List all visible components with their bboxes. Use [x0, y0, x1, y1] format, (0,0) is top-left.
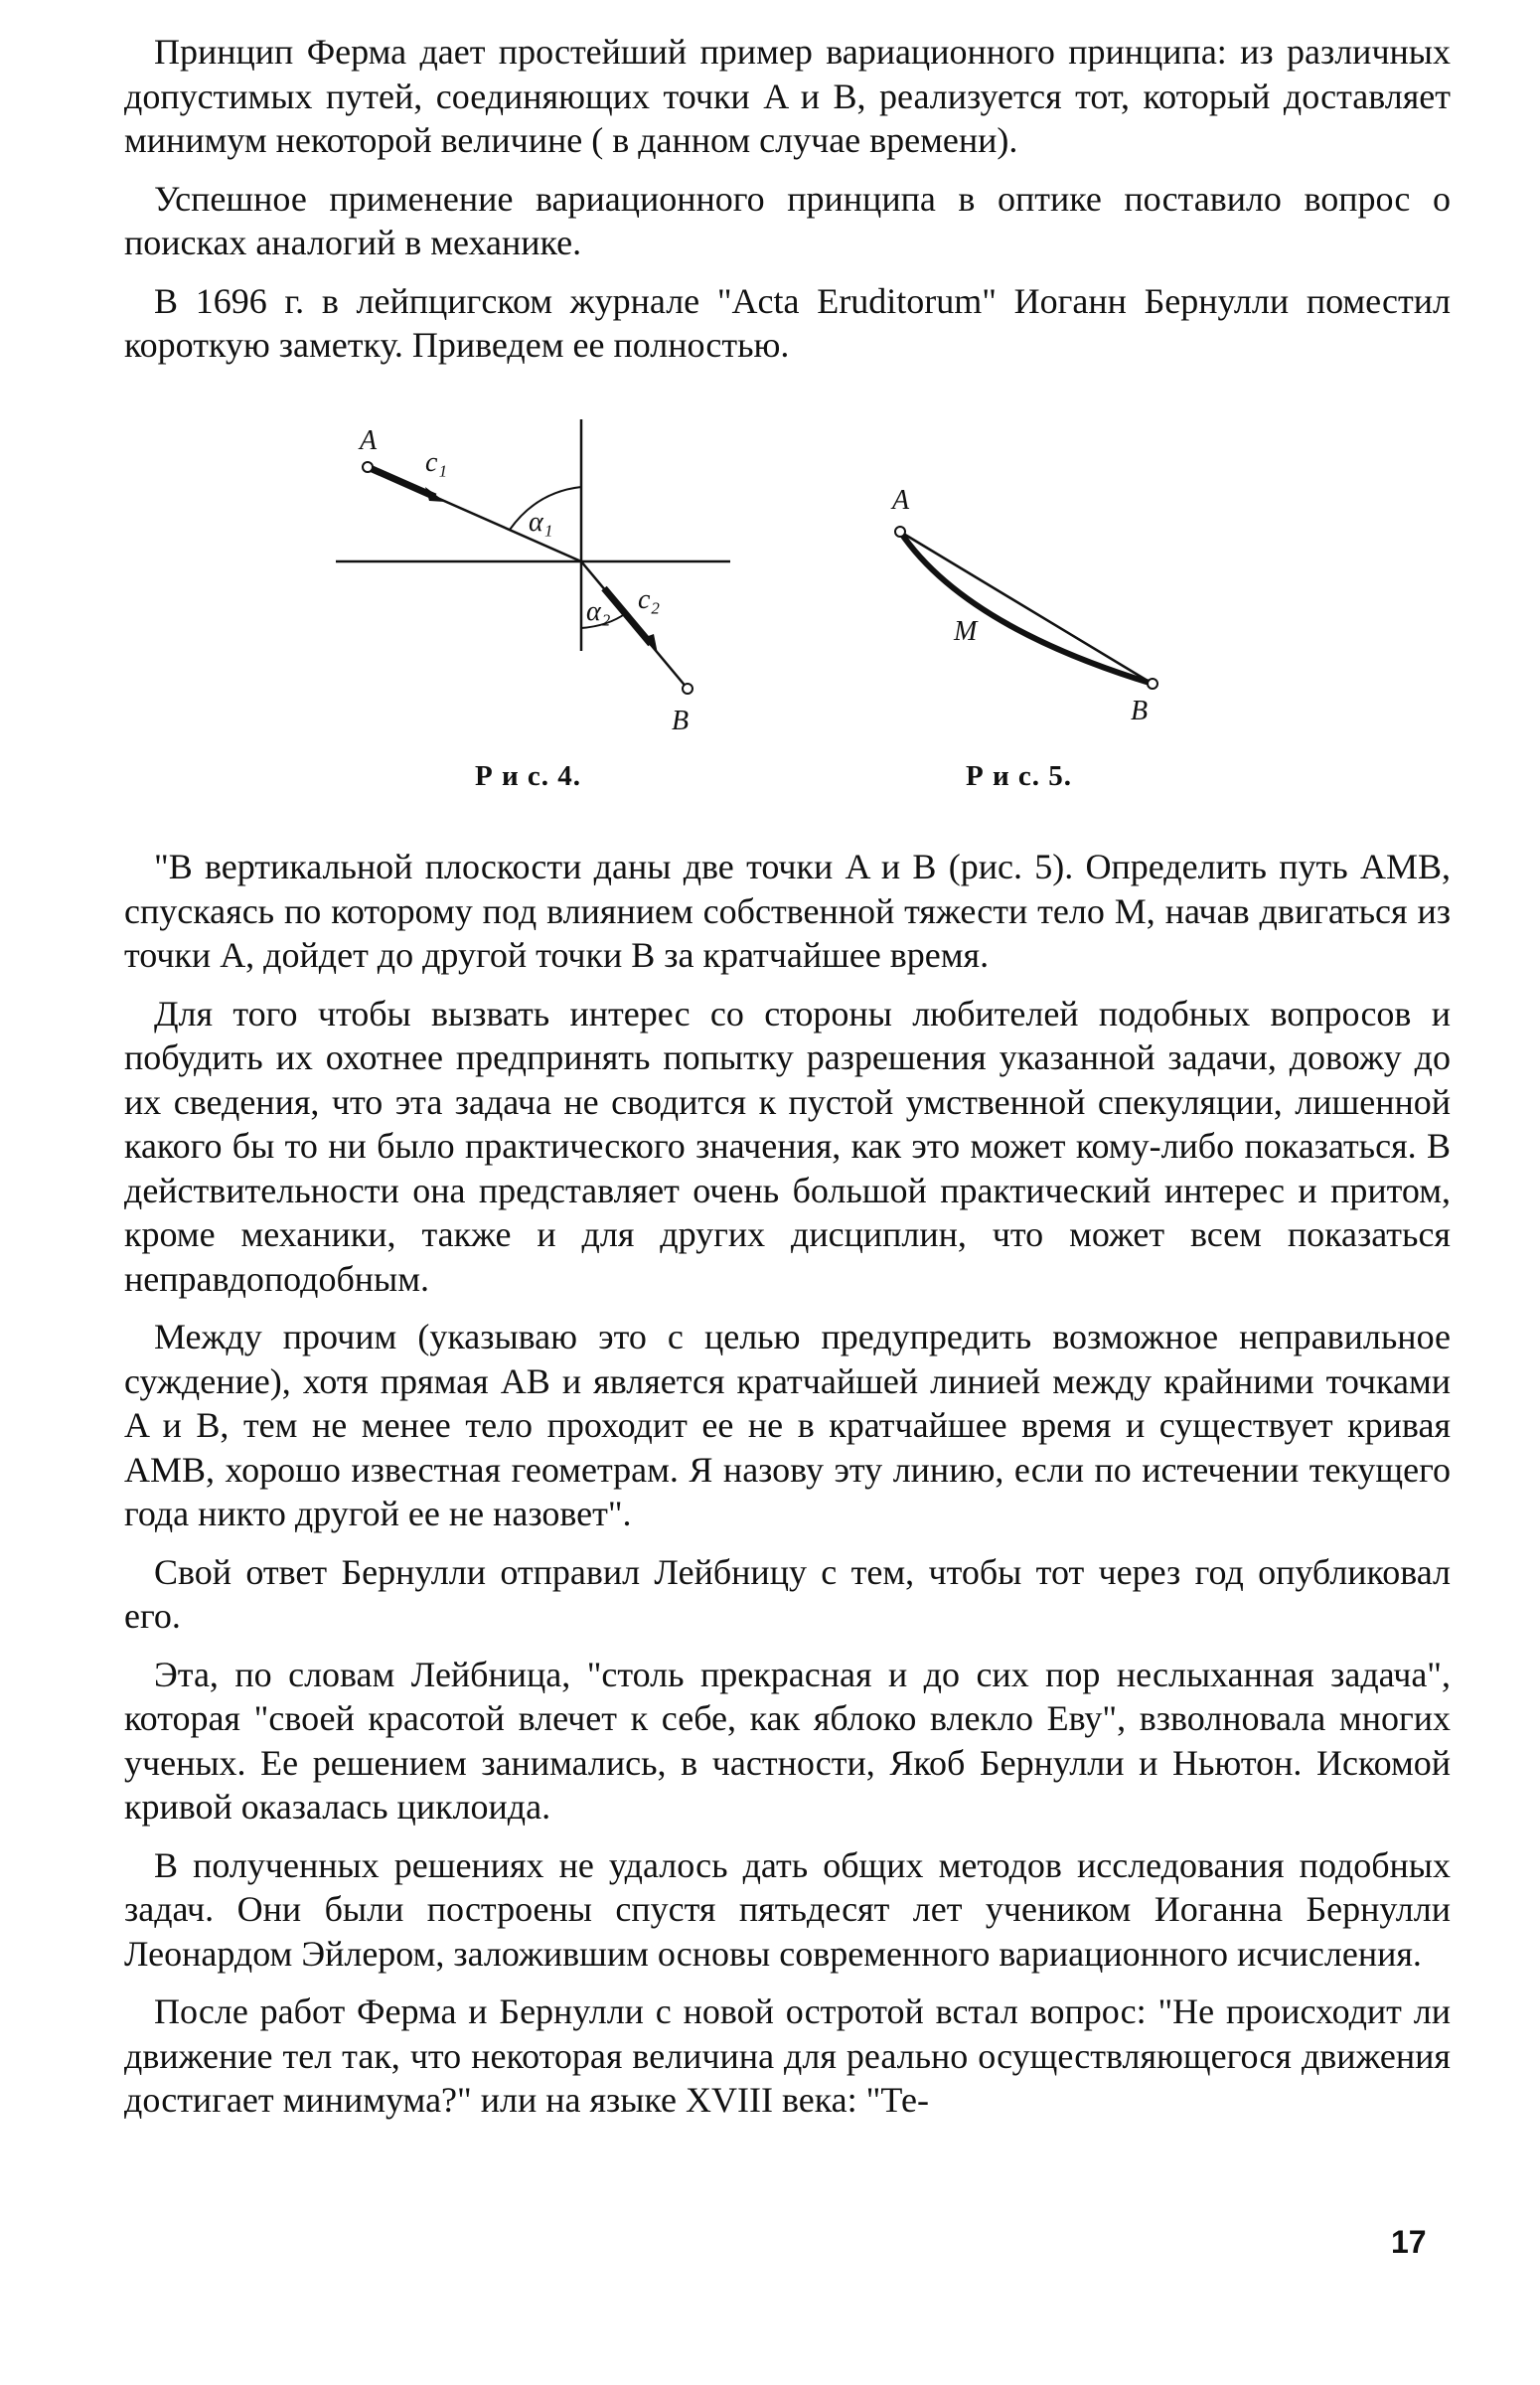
figures-svg [0, 407, 1540, 825]
paragraph-practical-interest: Для того чтобы вызвать интерес со стороны любителей подобных вопросов и побудить их охотнее предпринять попытку разрешения указанной задачи, довожу до их сведения, что эта задача не сводится к пустой умственной спекуляции, лишенной какого бы то ни было практического значения, как это может кому-либо показаться. В действительности она представляет очень большой практический интерес и притом, кроме механики, также и для других дисциплин, что может всем показаться неправдоподобным. [124, 993, 1451, 1299]
paragraph-euler: В полученных решениях не удалось дать общих методов исследования подобных задач. Они были построены спустя пятьдесят лет учеником Иоганна Бернулли Леонардом Эйлером, заложившим основы современного вариационного исчисления. [124, 1844, 1451, 1974]
fig4-label-a: A [360, 425, 378, 456]
point-b-fig4 [683, 684, 693, 694]
text-block-top [124, 30, 1451, 382]
paragraph-leibniz-answer: Свой ответ Бернулли отправил Лейбницу с тем, чтобы тот через год опубликовал его. [124, 1551, 1451, 1636]
fig5-label-m: M [954, 616, 978, 647]
figure-5-diagram [895, 527, 1157, 689]
paragraph-optics-mechanics: Успешное применение вариационного принципа в оптике поставило вопрос о поисках аналогий в механике. [124, 178, 1451, 262]
incident-arrowhead [425, 487, 445, 502]
fig5-label-b: B [1131, 696, 1149, 726]
fig5-label-a: A [892, 485, 910, 516]
paragraph-acta-eruditorum: В 1696 г. в лейпцигском журнале "Acta Eruditorum" Иоганн Бернулли поместил короткую заметку. Приведем ее полностью. [124, 280, 1451, 365]
paragraph-fermat-principle: Принцип Ферма дает простейший пример вариационного принципа: из различных допустимых путей, соединяющих точки A и B, реализуется тот, который доставляет минимум некоторой величине ( в данном случае времени). [124, 32, 1451, 160]
figures-row [0, 407, 1540, 825]
paragraph-curve-amb: Между прочим (указываю это с целью предупредить возможное неправильное суждение), хотя прямая AB и является кратчайшей линией между крайними точками A и B, тем не менее тело проходит ее не в кратчайшее время и существует кривая AMB, хорошо известная геометрам. Я назову эту линию, если по истечении текущего года никто другой ее не назовет". [124, 1317, 1451, 1533]
page-number: 17 [1391, 2224, 1427, 2260]
point-a-fig4 [363, 462, 373, 472]
figure-5-caption: Р и с. 5. [966, 760, 1073, 792]
point-b-fig5 [1148, 679, 1157, 689]
point-a-fig5 [895, 527, 905, 537]
fig4-label-c1: c₁ [425, 447, 448, 478]
figure-4-caption: Р и с. 4. [475, 760, 582, 792]
text-block-bottom [124, 845, 1451, 2137]
fig4-label-c2: c₂ [638, 584, 661, 615]
paragraph-cycloid: Эта, по словам Лейбница, "столь прекрасная и до сих пор неслыханная задача", которая "своей красотой влечет к себе, как яблоко влекло Еву", взволновала многих ученых. Ее решением занимались, в частности, Якоб Бернулли и Ньютон. Искомой кривой оказалась циклоида. [124, 1654, 1451, 1827]
fig4-label-alpha1: α₁ [529, 507, 553, 538]
fig4-label-alpha2: α₂ [586, 596, 611, 627]
fig4-label-b: B [672, 706, 690, 736]
straight-path-ab [900, 532, 1153, 684]
paragraph-minimum-question: После работ Ферма и Бернулли с новой остротой встал вопрос: "Не происходит ли движение тел так, что некоторая величина для реально осуществляющегося движения достигает минимума?" или на языке XVIII века: "Те- [124, 1991, 1451, 2120]
figure-4-diagram [336, 419, 730, 694]
paragraph-bernoulli-problem: "В вертикальной плоскости даны две точки A и B (рис. 5). Определить путь AMB, спускаясь по которому под влиянием собственной тяжести тело M, начав двигаться из точки A, дойдет до другой точки B за кратчайшее время. [124, 847, 1451, 975]
